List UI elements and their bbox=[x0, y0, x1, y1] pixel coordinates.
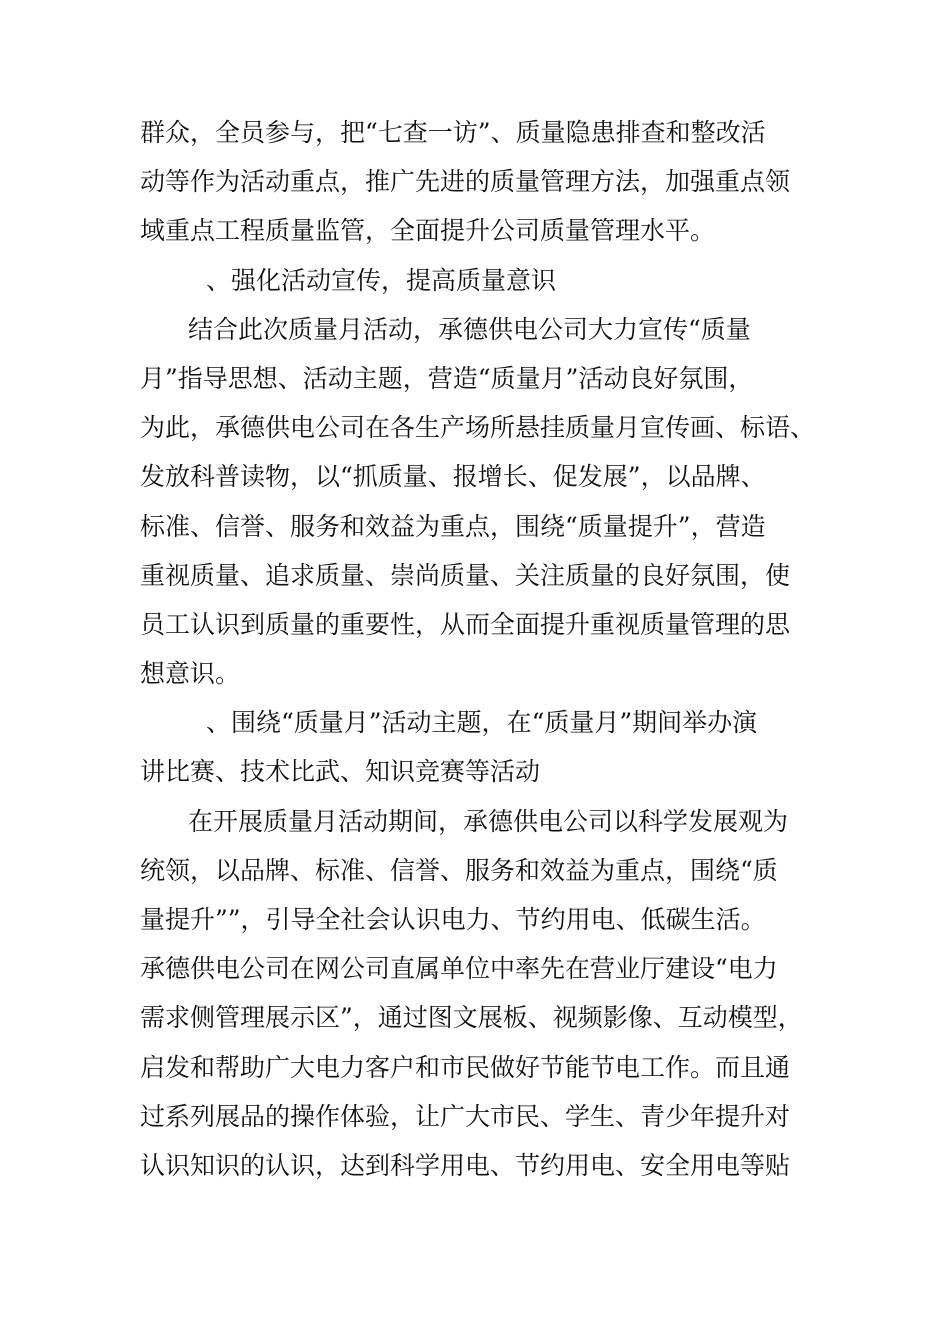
text-line: 为此，承德供电公司在各生产场所悬挂质量月宣传画、标语、 bbox=[140, 413, 816, 443]
text-line: 讲比赛、技术比武、知识竞赛等活动 bbox=[140, 757, 541, 787]
text-line: 认识知识的认识，达到科学用电、节约用电、安全用电等贴 bbox=[140, 1150, 791, 1180]
text-line: 标准、信誉、服务和效益为重点，围绕“质量提升”，营造 bbox=[140, 511, 766, 541]
document-body-text bbox=[140, 108, 830, 1190]
text-line: 群众，全员参与，把“七查一访”、质量隐患排查和整改活 bbox=[140, 118, 766, 147]
text-line: 、围绕“质量月”活动主题，在“质量月”期间举办演 bbox=[206, 708, 758, 738]
text-line: 需求侧管理展示区”，通过图文展板、视频影像、互动模型， bbox=[140, 1003, 803, 1033]
text-line: 在开展质量月活动期间，承德供电公司以科学发展观为 bbox=[188, 806, 789, 836]
text-line: 重视质量、追求质量、崇尚质量、关注质量的良好氛围，使 bbox=[140, 560, 791, 590]
text-line: 域重点工程质量监管，全面提升公司质量管理水平。 bbox=[140, 216, 716, 246]
text-line: 结合此次质量月活动，承德供电公司大力宣传“质量 bbox=[188, 314, 751, 344]
text-line: 过系列展品的操作体验，让广大市民、学生、青少年提升对 bbox=[140, 1101, 791, 1131]
text-line: 月”指导思想、活动主题，营造“质量月”活动良好氛围， bbox=[140, 363, 754, 393]
text-line: 动等作为活动重点，推广先进的质量管理方法，加强重点领 bbox=[140, 167, 791, 197]
text-line: 员工认识到质量的重要性，从而全面提升重视质量管理的思 bbox=[140, 609, 791, 639]
text-line: 启发和帮助广大电力客户和市民做好节能节电工作。而且通 bbox=[140, 1052, 791, 1082]
text-line: 量提升””，引导全社会认识电力、节约用电、低碳生活。 bbox=[140, 905, 766, 934]
text-line: 想意识。 bbox=[140, 659, 241, 689]
text-line: 发放科普读物，以“抓质量、报增长、促发展”，以品牌、 bbox=[140, 462, 766, 492]
text-line: 承德供电公司在网公司直属单位中率先在营业厅建设“电力 bbox=[140, 954, 778, 984]
text-line: 统领，以品牌、标准、信誉、服务和效益为重点，围绕“质 bbox=[140, 855, 778, 885]
text-line: 、强化活动宣传，提高质量意识 bbox=[206, 265, 557, 295]
